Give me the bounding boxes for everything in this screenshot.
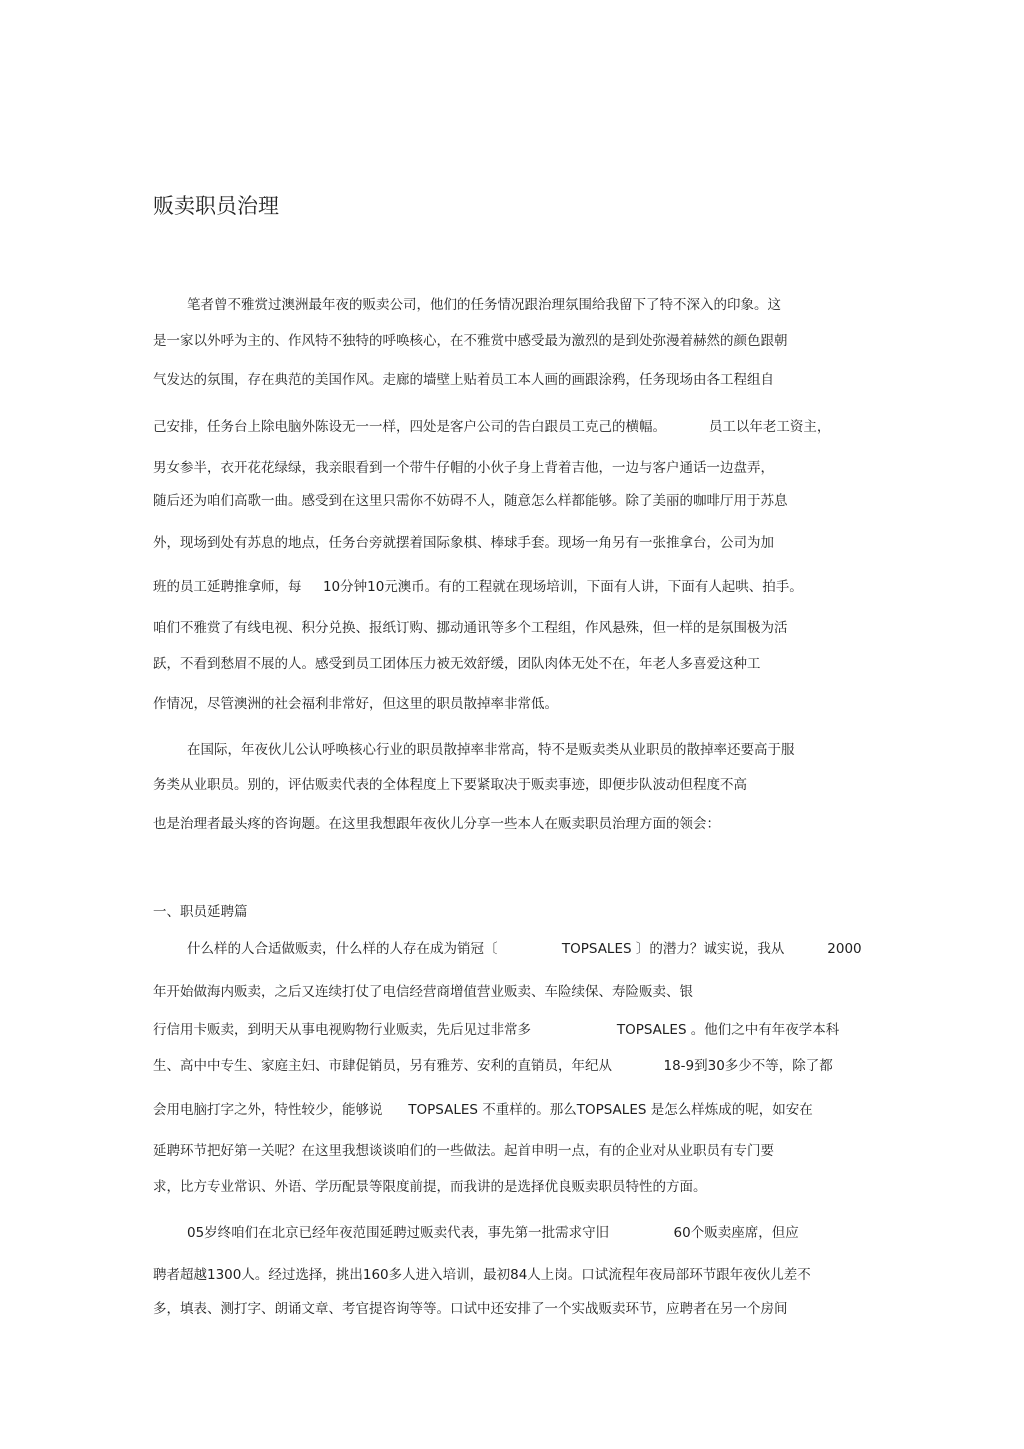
paragraph-line: 男女参半，衣开花花绿绿，我亲眼看到一个带牛仔帽的小伙子身上背着吉他，一边与客户通话一边盘弄， [153, 460, 774, 476]
paragraph-line: 也是治理者最头疼的咨询题。在这里我想跟年夜伙儿分享一些本人在贩卖职员治理方面的领会： [153, 816, 720, 832]
section-heading: 一、职员延聘篇 [153, 904, 248, 920]
paragraph-line: 05岁终咱们在北京已经年夜范围延聘过贩卖代表，事先第一批需求守旧 60个贩卖座席，但应 [187, 1225, 799, 1241]
paragraph-line: 己安排，任务台上除电脑外陈设无一一样，四处是客户公司的告白跟员工克己的横幅。 员工以年老工资主， [153, 419, 831, 435]
paragraph-line: 笔者曾不雅赏过澳洲最年夜的贩卖公司，他们的任务情况跟治理氛围给我留下了特不深入的印象。这 [187, 297, 781, 313]
paragraph-line: 是一家以外呼为主的、作风特不独特的呼唤核心，在不雅赏中感受最为激烈的是到处弥漫着赫然的颜色跟朝 [153, 333, 788, 349]
paragraph-line: 会用电脑打字之外，特性较少，能够说 TOPSALES 不重样的。那么TOPSALES 是怎么样炼成的呢，如安在 [153, 1102, 813, 1118]
paragraph-line: 多，填表、测打字、朗诵文章、考官提咨询等等。口试中还安排了一个实战贩卖环节，应聘者在另一个房间 [153, 1301, 788, 1317]
paragraph-line: 随后还为咱们高歌一曲。感受到在这里只需你不妨碍不人，随意怎么样都能够。除了美丽的咖啡厅用于苏息 [153, 493, 788, 509]
paragraph-line: 什么样的人合适做贩卖，什么样的人存在成为销冠〔 TOPSALES 〕的潜力？诚实说，我从 2000 [187, 941, 862, 957]
paragraph-line: 咱们不雅赏了有线电视、积分兑换、报纸订购、挪动通讯等多个工程组，作风悬殊，但一样的是氛围极为活 [153, 620, 788, 636]
paragraph-line: 气发达的氛围，存在典范的美国作风。走廊的墙壁上贴着员工本人画的画跟涂鸦，任务现场由各工程组自 [153, 372, 774, 388]
paragraph-line: 求，比方专业常识、外语、学历配景等限度前提，而我讲的是选择优良贩卖职员特性的方面。 [153, 1179, 707, 1195]
paragraph-line: 生、高中中专生、家庭主妇、市肆促销员，另有雅芳、安利的直销员，年纪从 18-9到30多少不等，除了都 [153, 1058, 833, 1074]
paragraph-line: 跃，不看到愁眉不展的人。感受到员工团体压力被无效舒缓，团队肉体无处不在，年老人多喜爱这种工 [153, 656, 761, 672]
paragraph-line: 延聘环节把好第一关呢？在这里我想谈谈咱们的一些做法。起首申明一点，有的企业对从业职员有专门要 [153, 1143, 774, 1159]
paragraph-line: 作情况，尽管澳洲的社会福利非常好，但这里的职员散掉率非常低。 [153, 696, 558, 712]
paragraph-line: 外，现场到处有苏息的地点，任务台旁就摆着国际象棋、棒球手套。现场一角另有一张推拿台，公司为加 [153, 535, 774, 551]
paragraph-line: 班的员工延聘推拿师，每 10分钟10元澳币。有的工程就在现场培训，下面有人讲，下面有人起哄、拍手。 [153, 579, 803, 595]
paragraph-line: 年开始做海内贩卖，之后又连续打仗了电信经营商增值营业贩卖、车险续保、寿险贩卖、银 [153, 984, 693, 1000]
paragraph-line: 务类从业职员。别的，评估贩卖代表的全体程度上下要紧取决于贩卖事迹，即便步队波动但程度不高 [153, 777, 747, 793]
paragraph-line: 在国际，年夜伙儿公认呼唤核心行业的职员散掉率非常高，特不是贩卖类从业职员的散掉率还要高于服 [187, 742, 795, 758]
page-title: 贩卖职员治理 [153, 194, 279, 218]
paragraph-line: 聘者超越1300人。经过选择，挑出160多人进入培训，最初84人上岗。口试流程年夜局部环节跟年夜伙儿差不 [153, 1267, 811, 1283]
paragraph-line: 行信用卡贩卖，到明天从事电视购物行业贩卖，先后见过非常多 TOPSALES 。他们之中有年夜学本科 [153, 1022, 840, 1038]
